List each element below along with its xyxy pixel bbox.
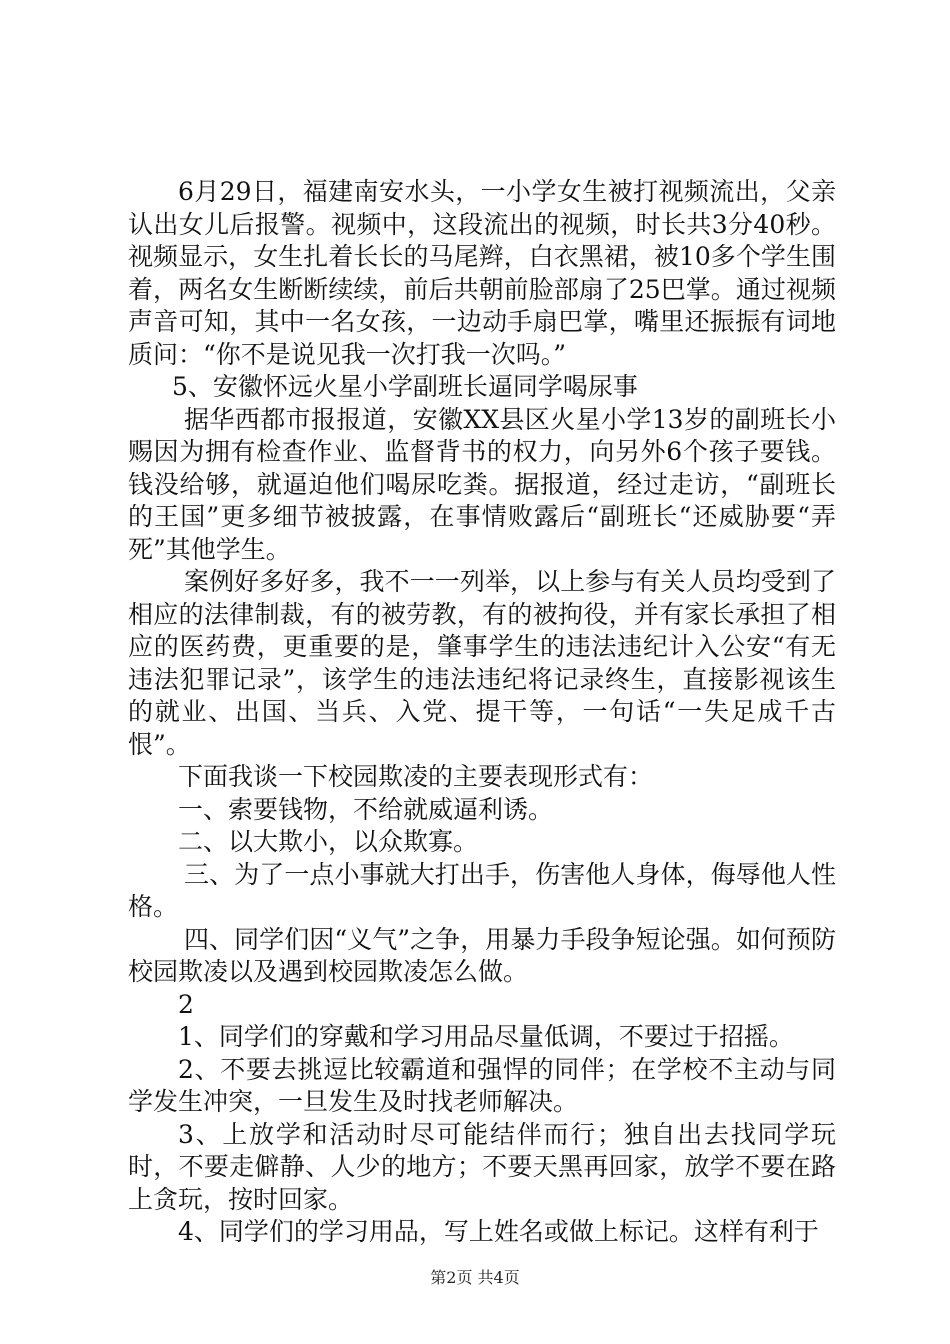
- paragraph-form-1: 一、索要钱物，不给就威逼利诱。: [178, 794, 554, 824]
- paragraph-form-3: 三、为了一点小事就大打出手，伤害他人身体，侮辱他人性格。: [128, 859, 836, 921]
- paragraph-legal-consequences: 案例好多好多，我不一一列举，以上参与有关人员均受到了相应的法律制裁，有的被劳教，有的被拘役，并有家长承担了相应的医药费，更重要的是，肇事学生的违法违纪计入公安“有无违法犯罪记录”，该学生的违法违纪将记录终生，直接影视该生的就业、出国、当兵、入党、提干等，一句话“一失足成千古恨”。: [128, 567, 836, 759]
- page-number-footer: 第2页 共4页: [430, 1268, 520, 1287]
- paragraph-tip-3: 3、上放学和活动时尽可能结伴而行；独自出去找同学玩时，不要走僻静、人少的地方；不要天黑再回家，放学不要在路上贪玩，按时回家。: [128, 1119, 836, 1214]
- paragraph-forms-intro: 下面我谈一下校园欺凌的主要表现形式有：: [178, 762, 654, 791]
- paragraph-case-heading-anhui: 5、安徽怀远火星小学副班长逼同学喝尿事: [172, 372, 638, 401]
- document-body: [128, 176, 836, 1249]
- paragraph-tip-1: 1、同学们的穿戴和学习用品尽量低调，不要过于招摇。: [178, 1022, 794, 1051]
- paragraph-tip-2: 2、不要去挑逗比较霸道和强悍的同伴；在学校不主动与同学发生冲突，一旦发生及时找老师解决。: [128, 1054, 836, 1116]
- paragraph-section-number: 2: [178, 989, 194, 1019]
- paragraph-case-anhui: 据华西都市报报道，安徽XX县区火星小学13岁的副班长小赐因为拥有检查作业、监督背书的权力，向另外6个孩子要钱。钱没给够，就逼迫他们喝尿吃粪。据报道，经过走访，“副班长的王国”更多细节被披露，在事情败露后“副班长“还威胁要“弄死”其他学生。: [128, 404, 836, 564]
- paragraph-tip-4: 4、同学们的学习用品，写上姓名或做上标记。这样有利于: [178, 1217, 819, 1246]
- paragraph-case-fujian: 6月29日，福建南安水头，一小学女生被打视频流出，父亲认出女儿后报警。视频中，这段流出的视频，时长共3分40秒。视频显示，女生扎着长长的马尾辫，白衣黑裙，被10多个学生围着，两名女生断断续续，前后共朝前脸部扇了25巴掌。通过视频声音可知，其中一名女孩，一边动手扇巴掌，嘴里还振振有词地质问：“你不是说见我一次打我一次吗。”: [128, 177, 836, 369]
- paragraph-form-2: 二、以大欺小，以众欺寡。: [178, 827, 479, 856]
- paragraph-form-4: 四、同学们因“义气”之争，用暴力手段争短论强。如何预防校园欺凌以及遇到校园欺凌怎么做。: [128, 924, 836, 986]
